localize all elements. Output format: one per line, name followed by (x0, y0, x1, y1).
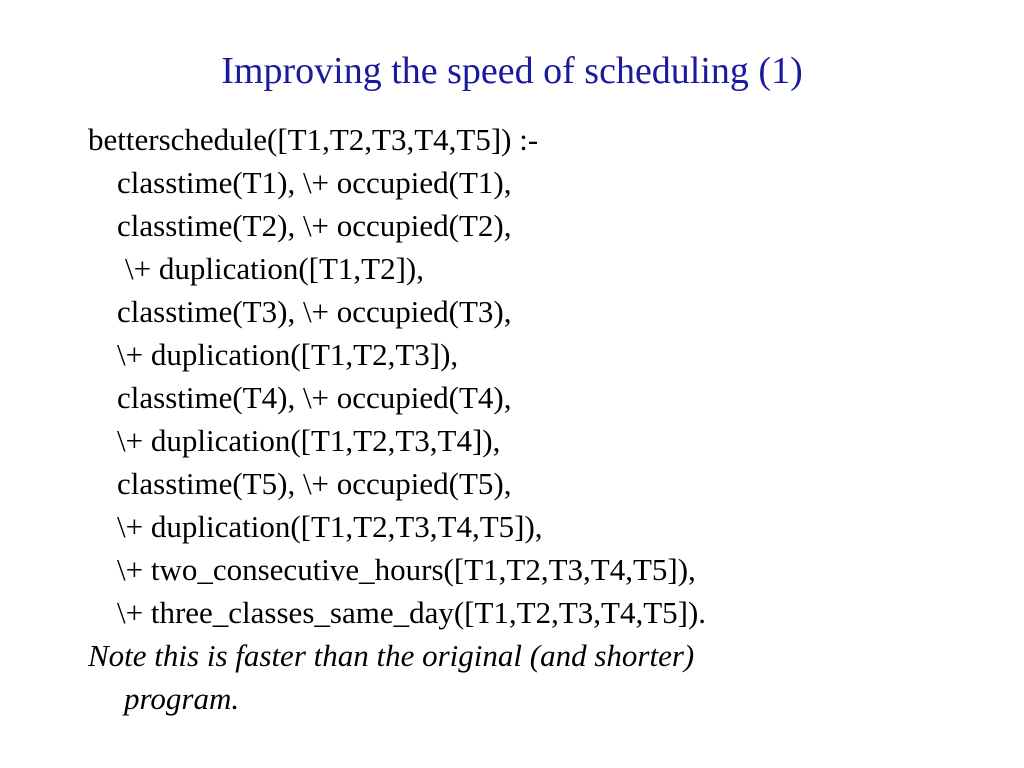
note-text: Note this is faster than the original (and shorter) (88, 638, 695, 673)
code-line: \+ three_classes_same_day([T1,T2,T3,T4,T5]). (117, 595, 707, 630)
note-text-continuation: program. (124, 681, 240, 716)
code-line: classtime(T2), \+ occupied(T2), (117, 208, 512, 243)
code-line: \+ duplication([T1,T2,T3]), (117, 337, 459, 372)
code-line: \+ duplication([T1,T2,T3,T4,T5]), (117, 509, 543, 544)
code-line: classtime(T1), \+ occupied(T1), (117, 165, 512, 200)
code-line: \+ two_consecutive_hours([T1,T2,T3,T4,T5]), (117, 552, 696, 587)
code-block (88, 118, 706, 720)
code-line: classtime(T4), \+ occupied(T4), (117, 380, 512, 415)
slide-title: Improving the speed of scheduling (1) (221, 50, 803, 92)
code-line: classtime(T3), \+ occupied(T3), (117, 294, 512, 329)
code-line: \+ duplication([T1,T2]), (125, 251, 424, 286)
code-line: \+ duplication([T1,T2,T3,T4]), (117, 423, 501, 458)
code-line-head: betterschedule([T1,T2,T3,T4,T5]) :- (88, 122, 539, 157)
code-line: classtime(T5), \+ occupied(T5), (117, 466, 512, 501)
